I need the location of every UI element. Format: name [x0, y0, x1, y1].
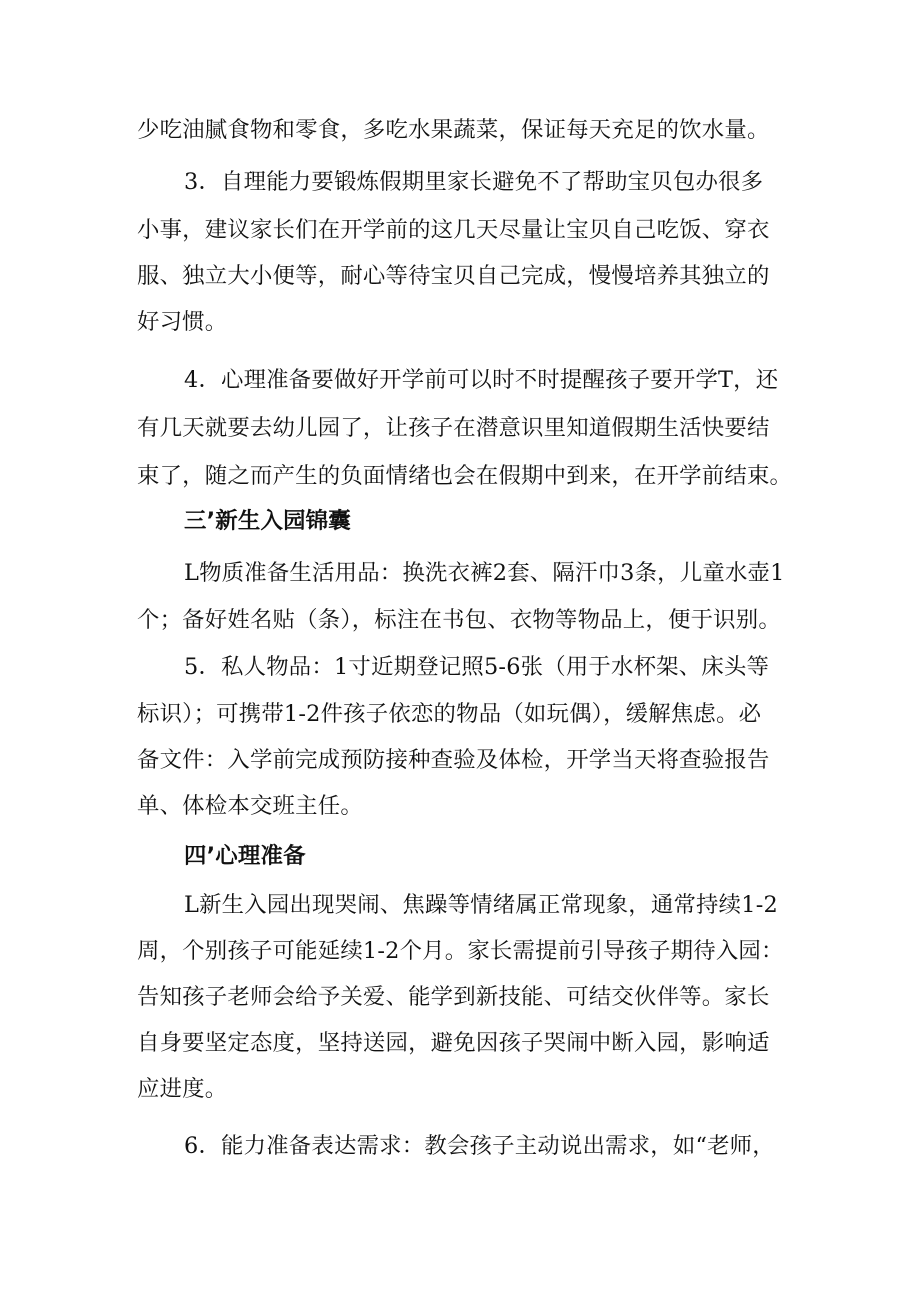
- paragraph-line: 6．能力准备表达需求：教会孩子主动说出需求，如“老师，: [184, 1133, 775, 1159]
- paragraph-line: 4．心理准备要做好开学前可以时不时提醒孩子要开学T，还: [184, 367, 779, 393]
- paragraph-line: 备文件：入学前完成预防接种查验及体检，开学当天将查验报告: [137, 747, 770, 773]
- paragraph-line: 3．自理能力要锻炼假期里家长避免不了帮助宝贝包办很多: [184, 169, 764, 195]
- paragraph-line: 服、独立大小便等，耐心等待宝贝自己完成，慢慢培养其独立的: [137, 263, 770, 289]
- paragraph-line: 束了，随之而产生的负面情绪也会在假期中到来，在开学前结束。: [137, 463, 793, 489]
- paragraph-line: L新生入园出现哭闹、焦躁等情绪属正常现象，通常持续1-2: [184, 892, 778, 918]
- paragraph-line: 5．私人物品：1寸近期登记照5-6张（用于水杯架、床头等: [184, 654, 770, 680]
- paragraph-line: 有几天就要去幼儿园了，让孩子在潜意识里知道假期生活快要结: [137, 415, 770, 441]
- paragraph-line: 周，个别孩子可能延续1-2个月。家长需提前引导孩子期待入园：: [137, 938, 784, 964]
- paragraph-line: 个；备好姓名贴（条），标注在书包、衣物等物品上，便于识别。: [137, 607, 781, 633]
- paragraph-line: 单、体检本交班主任。: [137, 793, 363, 819]
- paragraph-line: 好习惯。: [137, 309, 228, 335]
- paragraph-line: 自身要坚定态度，坚持送园，避免因孩子哭闹中断入园，影响适: [137, 1030, 770, 1056]
- paragraph-line: 标识）；可携带1-2件孩子依恋的物品（如玩偶），缓解焦虑。必: [137, 701, 762, 727]
- section-heading: 三’新生入园锦囊: [184, 508, 351, 534]
- paragraph-line: 应进度。: [137, 1076, 228, 1102]
- paragraph-line: 少吃油腻食物和零食，多吃水果蔬菜，保证每天充足的饮水量。: [137, 117, 770, 143]
- paragraph-line: 小事，建议家长们在开学前的这几天尽量让宝贝自己吃饭、穿衣: [137, 217, 770, 243]
- paragraph-line: L物质准备生活用品：换洗衣裤2套、隔汗巾3条，儿童水壶1: [184, 560, 785, 586]
- paragraph-line: 告知孩子老师会给予关爱、能学到新技能、可结交伙伴等。家长: [137, 984, 770, 1010]
- section-heading: 四’心理准备: [184, 843, 306, 869]
